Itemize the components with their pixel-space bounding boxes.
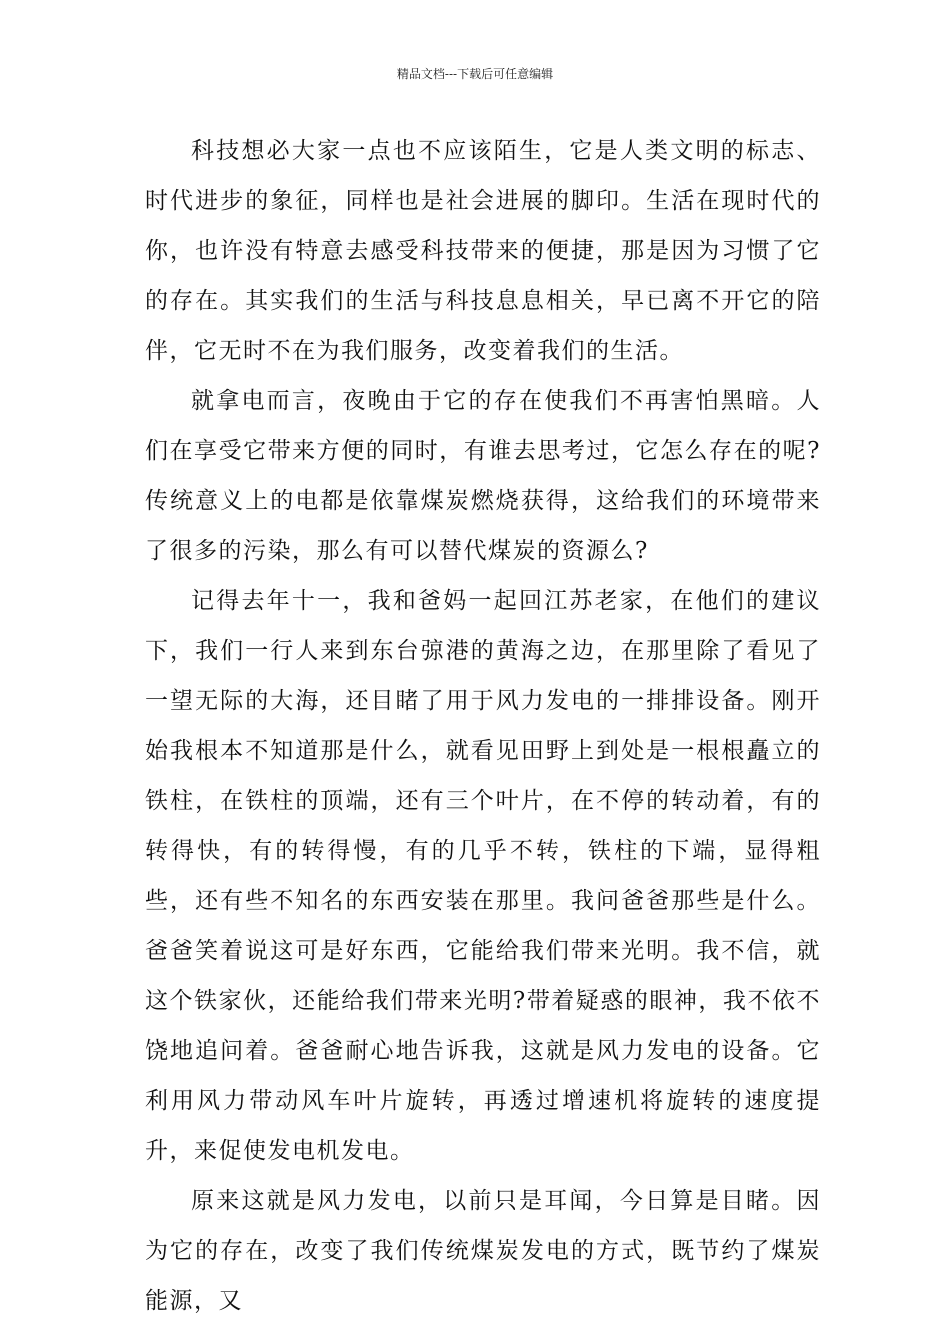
paragraph-4: 原来这就是风力发电，以前只是耳闻，今日算是目睹。因为它的存在，改变了我们传统煤炭发电的方式，既节约了煤炭能源，又 <box>145 1188 821 1314</box>
paragraph-1: 科技想必大家一点也不应该陌生，它是人类文明的标志、时代进步的象征，同样也是社会进展的脚印。生活在现时代的你，也许没有特意去感受科技带来的便捷，那是因为习惯了它的存在。其实我们的生活与科技息息相关，早已离不开它的陪伴，它无时不在为我们服务，改变着我们的生活。 <box>145 138 821 364</box>
paragraph-2: 就拿电而言，夜晚由于它的存在使我们不再害怕黑暗。人们在享受它带来方便的同时，有谁去思考过，它怎么存在的呢?传统意义上的电都是依靠煤炭燃烧获得，这给我们的环境带来了很多的污染，那么有可以替代煤炭的资源么? <box>145 388 821 564</box>
paragraph-3: 记得去年十一，我和爸妈一起回江苏老家，在他们的建议下，我们一行人来到东台弶港的黄海之边，在那里除了看见了一望无际的大海，还目睹了用于风力发电的一排排设备。刚开始我根本不知道那是什么，就看见田野上到处是一根根矗立的铁柱，在铁柱的顶端，还有三个叶片，在不停的转动着，有的转得快，有的转得慢，有的几乎不转，铁柱的下端，显得粗些，还有些不知名的东西安装在那里。我问爸爸那些是什么。爸爸笑着说这可是好东西，它能给我们带来光明。我不信，就这个铁家伙，还能给我们带来光明?带着疑惑的眼神，我不依不饶地追问着。爸爸耐心地告诉我，这就是风力发电的设备。它利用风力带动风车叶片旋转，再透过增速机将旋转的速度提升，来促使发电机发电。 <box>145 588 821 1164</box>
page-header: 精品文档---下载后可任意编辑 <box>396 67 554 81</box>
document-body <box>145 126 821 1326</box>
